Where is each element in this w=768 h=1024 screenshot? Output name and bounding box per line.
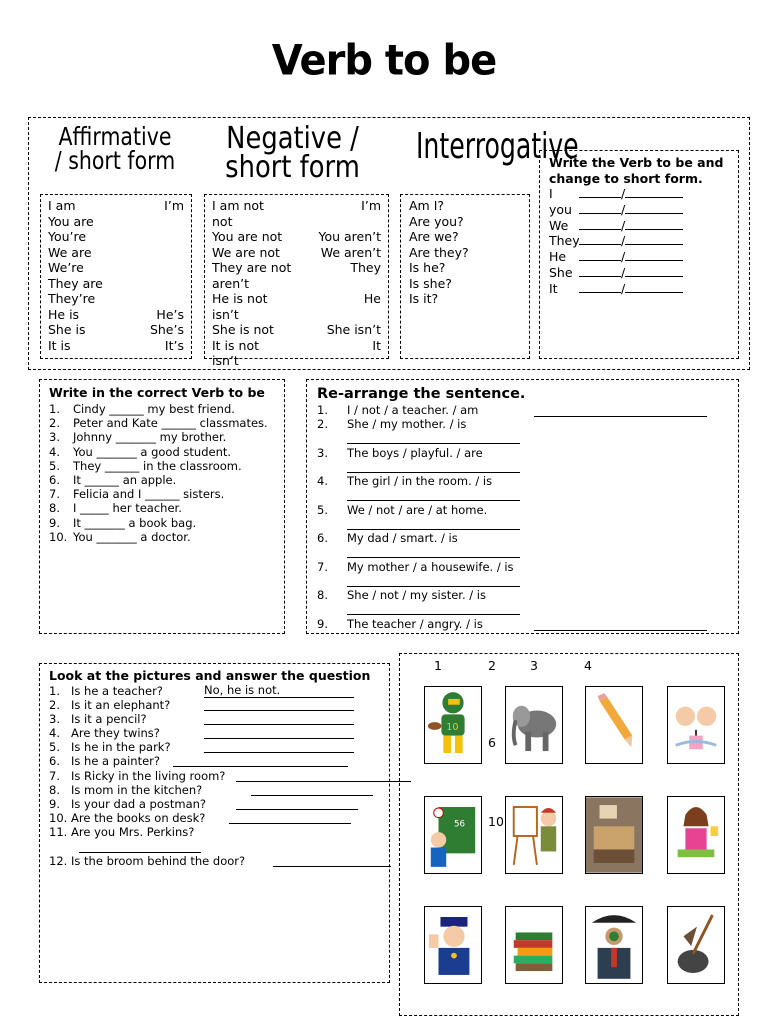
interrogative-heading-text: Interrogative (416, 126, 579, 167)
rearrange-item (317, 503, 728, 532)
answer-line[interactable] (347, 518, 520, 530)
answer-blank[interactable] (625, 186, 683, 198)
item-number: 3. (317, 445, 328, 460)
affirmative-full: We’re (48, 260, 84, 275)
affirmative-row (48, 291, 184, 307)
exercise-item (49, 473, 275, 487)
negative-short: He (363, 291, 381, 306)
item-number: 12. (49, 853, 68, 868)
interrogative-box (400, 194, 530, 359)
slash: / (621, 186, 626, 201)
item-number: 5. (49, 458, 60, 473)
affirmative-row (48, 276, 184, 292)
short-form-pronoun: We (549, 217, 569, 233)
negative-full: isn’t (212, 306, 239, 322)
short-form-row (549, 249, 729, 265)
svg-text:56: 56 (453, 819, 466, 830)
exercise-rearrange (306, 379, 739, 634)
affirmative-row (48, 322, 184, 338)
item-text: Felicia and I ______ sisters. (73, 487, 225, 502)
negative-full: We are not (212, 244, 280, 260)
living-room-icon (585, 796, 643, 874)
negative-row (212, 245, 381, 261)
negative-row (212, 353, 381, 369)
negative-full: He is not (212, 291, 268, 306)
question-item (49, 854, 380, 868)
picture-number: 1 (434, 658, 442, 673)
item-number: 4. (49, 444, 60, 459)
rearrange-item (317, 588, 728, 617)
negative-full: not (212, 213, 233, 229)
picture-number: 3 (530, 658, 538, 673)
negative-row (212, 307, 381, 323)
short-form-list (549, 186, 729, 297)
exercise-pictures-list (49, 684, 380, 869)
interrogative-item: Is it? (409, 291, 439, 306)
slash: / (621, 233, 626, 249)
negative-row (212, 276, 381, 292)
affirmative-heading-text: Affirmative / short form (54, 122, 176, 175)
negative-short: She isn’t (326, 322, 381, 337)
interrogative-heading (416, 126, 579, 167)
affirmative-short: It’s (164, 337, 184, 353)
affirmative-row (48, 260, 184, 276)
negative-row (212, 291, 381, 307)
question-item (49, 726, 380, 740)
rearrange-item (317, 417, 728, 446)
answer-blank[interactable] (625, 265, 683, 277)
answer-line[interactable] (236, 798, 358, 810)
item-text: She / not / my sister. / is (347, 588, 486, 602)
answer-blank[interactable] (625, 249, 683, 261)
item-number: 8. (49, 501, 60, 516)
item-text: Are the books on desk? (71, 811, 206, 826)
item-number: 6. (317, 531, 328, 545)
negative-heading (217, 121, 368, 185)
item-number: 5. (49, 740, 60, 755)
short-form-box (539, 150, 739, 359)
item-text: It ______ an apple. (73, 473, 177, 488)
short-form-row (549, 281, 729, 297)
affirmative-box (40, 194, 192, 359)
exercise-correct-verb (39, 379, 285, 634)
exercise-item (49, 530, 275, 544)
rearrange-item (317, 531, 728, 560)
broom-icon (667, 906, 725, 984)
item-number: 8. (317, 588, 328, 602)
short-form-row (549, 218, 729, 234)
answer-line[interactable] (204, 727, 354, 739)
answer-blank[interactable] (625, 202, 683, 214)
answer-blank[interactable] (579, 265, 621, 277)
exercise-item (49, 501, 275, 515)
question-item (49, 754, 380, 768)
item-text: Is the broom behind the door? (71, 853, 246, 868)
item-text: Is it an elephant? (71, 697, 171, 712)
affirmative-full: I am (48, 198, 76, 213)
affirmative-full: It is (48, 337, 71, 353)
exercise-item (49, 487, 275, 501)
answer-blank[interactable] (579, 202, 621, 214)
exercise-item (49, 459, 275, 473)
interrogative-item: Is he? (409, 260, 446, 275)
short-form-row (549, 186, 729, 202)
item-text: Is it a pencil? (71, 711, 147, 726)
exercise-item (49, 516, 275, 530)
item-number: 2. (49, 697, 60, 712)
short-form-pronoun: I (549, 186, 553, 201)
exercise-item (49, 430, 275, 444)
interrogative-list (409, 198, 521, 307)
answer-line[interactable] (534, 619, 707, 631)
short-form-pronoun: He (549, 249, 567, 265)
exercise-item (49, 402, 275, 416)
exercise-rearrange-title: Re-arrange the sentence. (317, 386, 526, 402)
twins-icon (667, 686, 725, 764)
short-form-row (549, 233, 729, 249)
slash: / (621, 264, 626, 280)
item-number: 4. (49, 726, 60, 741)
slash: / (621, 280, 626, 296)
affirmative-full: You’re (48, 229, 87, 244)
affirmative-heading (54, 122, 177, 175)
mom-kitchen-icon (667, 796, 725, 874)
negative-full: isn’t (212, 353, 239, 368)
rearrange-item (317, 403, 728, 417)
rearrange-item (317, 474, 728, 503)
item-text: The boys / playful. / are (347, 445, 483, 460)
rearrange-item (317, 617, 728, 646)
item-text: Is your dad a postman? (71, 797, 207, 811)
elephant-icon (505, 686, 563, 764)
answer-blank[interactable] (625, 218, 683, 230)
item-text: I / not / a teacher. / am (347, 403, 479, 417)
interrogative-item: Are we? (409, 229, 459, 244)
answer-blank[interactable] (625, 233, 683, 245)
answer-line[interactable] (347, 489, 520, 501)
negative-list (212, 198, 381, 369)
interrogative-item: Are you? (409, 213, 464, 229)
item-text: We / not / are / at home. (347, 502, 488, 517)
negative-short: It (372, 337, 381, 353)
item-number: 7. (49, 487, 60, 502)
picture-number: 10 (488, 814, 504, 829)
item-text: You _______ a good student. (73, 444, 232, 459)
short-form-instruction: Write the Verb to be and change to short form. (549, 155, 724, 186)
policeman-icon (424, 906, 482, 984)
exercise-pictures-questions (39, 663, 390, 983)
affirmative-full: They are (48, 275, 103, 291)
negative-short: I’m (361, 198, 381, 213)
negative-full: It is not (212, 337, 259, 353)
item-number: 11. (49, 825, 68, 840)
item-number: 1. (49, 402, 60, 416)
negative-full: You are not (212, 229, 283, 244)
item-number: 9. (317, 616, 328, 631)
question-item (49, 698, 380, 712)
negative-row (212, 338, 381, 354)
item-text: My dad / smart. / is (347, 531, 458, 545)
picture-number: 4 (584, 658, 592, 673)
affirmative-row (48, 229, 184, 245)
answer-line[interactable] (347, 575, 520, 587)
answer-line[interactable] (204, 713, 354, 725)
item-number: 7. (49, 768, 60, 783)
answer-blank[interactable] (579, 218, 621, 230)
short-form-row (549, 202, 729, 218)
answer-blank[interactable] (579, 233, 621, 245)
slash: / (621, 217, 626, 233)
slash: / (621, 201, 626, 217)
affirmative-row (48, 307, 184, 323)
affirmative-full: You are (48, 213, 94, 229)
sample-answer: No, he is not. (204, 684, 354, 698)
answer-line[interactable] (347, 603, 520, 615)
negative-row (212, 260, 381, 276)
affirmative-full: We are (48, 244, 92, 260)
exercise-item (49, 416, 275, 430)
item-text: Is he in the park? (71, 740, 171, 755)
short-form-pronoun: you (549, 201, 572, 217)
affirmative-row (48, 245, 184, 261)
item-number: 10. (49, 811, 68, 826)
question-item (49, 825, 380, 854)
item-text: Is mom in the kitchen? (71, 782, 203, 797)
item-text: I _____ her teacher. (73, 501, 182, 516)
item-text: They ______ in the classroom. (73, 458, 242, 473)
affirmative-row (48, 338, 184, 354)
affirmative-row (48, 214, 184, 230)
answer-blank[interactable] (579, 249, 621, 261)
rearrange-item (317, 446, 728, 475)
item-text: You _______ a doctor. (73, 529, 191, 544)
short-form-pronoun: It (549, 280, 558, 296)
man-umbrella-icon (585, 906, 643, 984)
item-text: Are you Mrs. Perkins? (71, 825, 195, 840)
answer-line[interactable] (347, 461, 520, 473)
answer-line[interactable] (534, 405, 707, 417)
answer-line[interactable] (273, 855, 391, 867)
answer-line[interactable] (236, 770, 411, 782)
answer-line[interactable] (347, 432, 520, 444)
negative-heading-text: Negative / short form (225, 121, 360, 185)
item-number: 6. (49, 473, 60, 488)
negative-row (212, 322, 381, 338)
negative-short: You aren’t (318, 229, 381, 244)
affirmative-short: I’m (164, 198, 184, 213)
item-text: Is he a teacher? (71, 683, 163, 698)
affirmative-full: He is (48, 306, 80, 322)
answer-line[interactable] (251, 784, 373, 796)
item-number: 8. (49, 782, 60, 797)
item-number: 10. (49, 529, 68, 544)
answer-line[interactable] (347, 546, 520, 558)
item-text: She / my mother. / is (347, 417, 467, 431)
item-text: Peter and Kate ______ classmates. (73, 416, 268, 431)
negative-row (212, 214, 381, 230)
affirmative-short: He’s (156, 306, 184, 322)
interrogative-item: Is she? (409, 275, 452, 291)
item-text: The girl / in the room. / is (347, 474, 493, 488)
pencil-icon (585, 686, 643, 764)
exercise-rearrange-list (317, 403, 728, 645)
item-number: 6. (49, 754, 60, 769)
item-text: My mother / a housewife. / is (347, 559, 514, 574)
affirmative-full: They’re (48, 291, 96, 306)
exercise-item (49, 445, 275, 459)
item-number: 5. (317, 502, 328, 517)
item-number: 3. (49, 430, 60, 445)
item-number: 7. (317, 559, 328, 574)
svg-text:10: 10 (446, 721, 459, 733)
answer-blank[interactable] (579, 281, 621, 293)
negative-row (212, 229, 381, 245)
negative-full: aren’t (212, 275, 250, 291)
answer-line[interactable] (204, 741, 354, 753)
item-number: 1. (49, 683, 60, 698)
exercise-correct-verb-title: Write in the correct Verb to be (49, 385, 265, 400)
question-item (49, 712, 380, 726)
teacher-icon (424, 796, 482, 874)
negative-short: We aren’t (320, 244, 381, 260)
item-number: 2. (317, 417, 328, 431)
item-text: Cindy ______ my best friend. (73, 402, 235, 416)
interrogative-item: Are they? (409, 244, 469, 260)
question-item (49, 769, 380, 783)
negative-short: They (350, 260, 381, 275)
picture-number: 6 (488, 735, 496, 750)
item-number: 1. (317, 403, 328, 417)
negative-full: I am not (212, 198, 264, 213)
negative-row (212, 198, 381, 214)
affirmative-full: She is (48, 322, 86, 337)
item-text: Is Ricky in the living room? (71, 768, 226, 783)
question-item (49, 783, 380, 797)
football-player-icon (424, 686, 482, 764)
answer-blank[interactable] (579, 186, 621, 198)
item-text: Is he a painter? (71, 754, 161, 769)
item-number: 9. (49, 797, 60, 811)
negative-full: She is not (212, 322, 274, 337)
interrogative-item: Am I? (409, 198, 445, 213)
question-item (49, 797, 380, 811)
item-number: 4. (317, 474, 328, 488)
answer-line[interactable] (229, 812, 351, 824)
slash: / (621, 249, 626, 265)
answer-blank[interactable] (625, 281, 683, 293)
exercise-pictures-title: Look at the pictures and answer the question (49, 668, 371, 683)
item-text: Johnny _______ my brother. (73, 430, 227, 445)
item-number: 9. (49, 515, 60, 530)
question-item (49, 684, 380, 698)
painter-icon (505, 796, 563, 874)
negative-box (204, 194, 389, 368)
item-number: 3. (49, 711, 60, 726)
rearrange-item (317, 560, 728, 589)
affirmative-short: She’s (149, 322, 184, 337)
item-text: Are they twins? (71, 726, 160, 741)
exercise-correct-verb-list (49, 402, 275, 544)
books-icon (505, 906, 563, 984)
picture-number: 2 (488, 658, 496, 673)
item-number: 2. (49, 416, 60, 431)
item-text: It _______ a book bag. (73, 515, 197, 530)
short-form-row (549, 265, 729, 281)
page-title: Verb to be (271, 36, 497, 86)
answer-line[interactable] (173, 755, 348, 767)
answer-line[interactable] (79, 841, 201, 853)
short-form-pronoun: They (549, 233, 580, 249)
negative-full: They are not (212, 260, 292, 275)
answer-line[interactable] (204, 699, 354, 711)
affirmative-row (48, 198, 184, 214)
question-item (49, 740, 380, 754)
item-text: The teacher / angry. / is (347, 616, 483, 631)
question-item (49, 811, 380, 825)
affirmative-list (48, 198, 184, 353)
short-form-pronoun: She (549, 264, 573, 280)
